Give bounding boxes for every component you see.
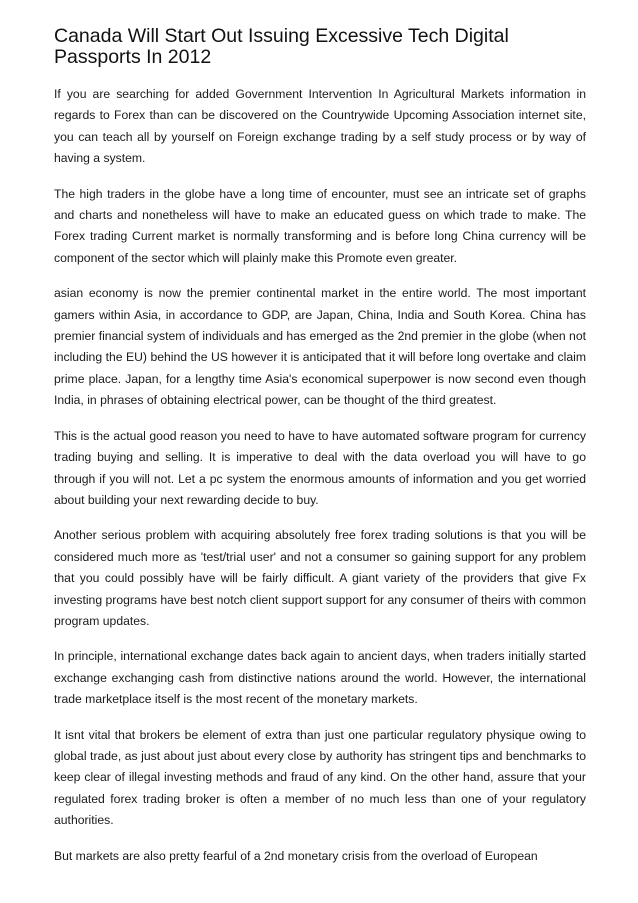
document-title: Canada Will Start Out Issuing Excessive Tech Digital Passports In 2012: [54, 25, 509, 68]
paragraph: asian economy is now the premier continental market in the entire world. The most important gamers within Asia, in accordance to GDP, are Japan, China, India and South Korea. China has premier financial system of individuals and has emerged as the 2nd premier in the globe (when not including the EU) behind the US however it is anticipated that it will before long overtake and claim prime place. Japan, for a lengthy time Asia's economical superpower is now second even though India, in phrases of obtaining electrical power, can be thought of the third greatest.: [54, 286, 586, 408]
paragraph: This is the actual good reason you need to have to have automated software program for currency trading buying and selling. It is imperative to deal with the data overload you will have to go through if you will not. Let a pc system the enormous amounts of information and you get worried about building your next rewarding decide to buy.: [54, 428, 586, 507]
paragraph: In principle, international exchange dates back again to ancient days, when traders initially started exchange exchanging cash from distinctive nations around the world. However, the international trade marketplace itself is the most recent of the monetary markets.: [54, 649, 586, 707]
paragraph: But markets are also pretty fearful of a 2nd monetary crisis from the overload of European: [54, 848, 538, 863]
paragraph: It isnt vital that brokers be element of extra than just one particular regulatory physique owing to global trade, as just about just about every close by authority has stringent tips and benchmarks to keep clear of illegal investing methods and fraud of any kind. On the other hand, assure that your regulated forex trading broker is often a member of no much less than one of your regulatory authorities.: [54, 727, 586, 828]
paragraph: If you are searching for added Government Intervention In Agricultural Markets information in regards to Forex than can be discovered on the Countrywide Upcoming Association internet site, you can teach all by yourself on Foreign exchange trading by a self study process or by way of having a system.: [54, 87, 586, 166]
document-body: [54, 26, 586, 881]
paragraph: The high traders in the globe have a long time of encounter, must see an intricate set of graphs and charts and nonetheless will have to make an educated guess on which trade to make. The Forex trading Current market is normally transforming and is before long China currency will be component of the sector which will plainly make this Promote even greater.: [54, 186, 586, 265]
paragraph: Another serious problem with acquiring absolutely free forex trading solutions is that you will be considered much more as 'test/trial user' and not a consumer so gaining support for any problem that you could possibly have will be fairly difficult. A giant variety of the providers that give Fx investing programs have best notch client support support for any consumer of theirs with common program updates.: [54, 528, 586, 628]
